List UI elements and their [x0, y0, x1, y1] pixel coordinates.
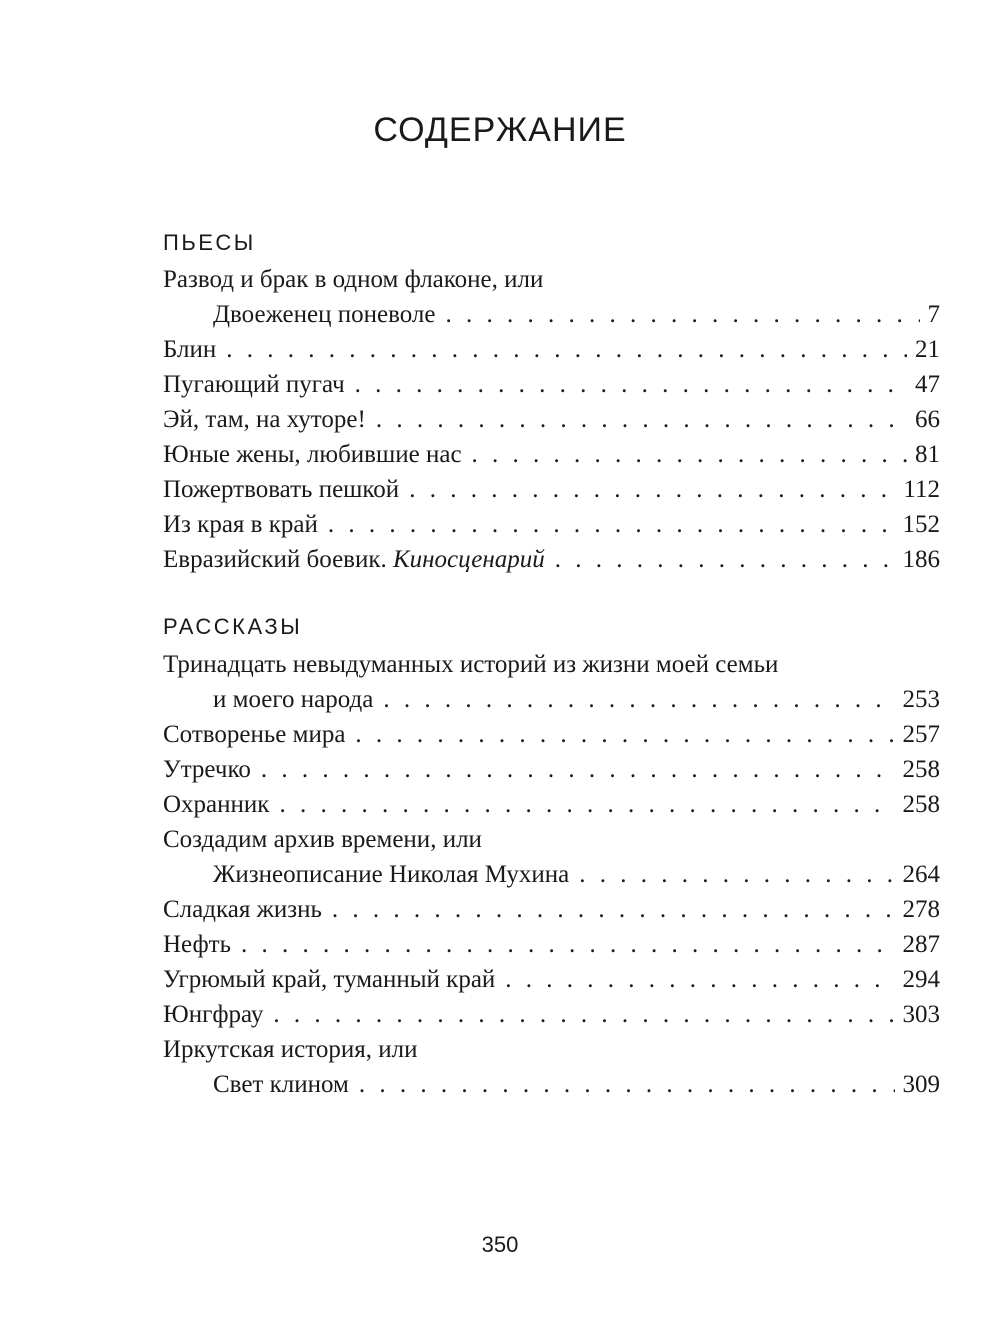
toc-entry-page: 264	[902, 861, 940, 888]
toc-entry[interactable]	[163, 367, 940, 402]
toc-entry-text: Свет клином	[213, 1071, 349, 1098]
toc-entry-page: 258	[902, 791, 940, 818]
dot-leader	[355, 367, 907, 402]
dot-leader	[505, 962, 894, 997]
toc-entry[interactable]	[163, 437, 940, 472]
dot-leader	[445, 297, 919, 332]
toc-entry-text: и моего народа	[213, 686, 374, 713]
toc-entry-text: Утречко	[163, 756, 251, 783]
toc-entry[interactable]	[163, 332, 940, 367]
page-title: СОДЕРЖАНИЕ	[373, 111, 627, 149]
dot-leader	[555, 542, 895, 577]
toc-entry-text: Жизнеописание Николая Мухина	[213, 861, 570, 888]
toc-entry-page: 303	[902, 1001, 940, 1028]
toc-entry-text: Из края в край	[163, 511, 318, 538]
toc-entry-first-line: Тринадцать невыдуманных историй из жизни моей семьи	[163, 651, 779, 678]
toc-entry-page: 253	[902, 686, 940, 713]
toc-entry-title	[163, 332, 216, 367]
toc-entry-title	[213, 682, 373, 717]
toc-entry-page: 309	[902, 1071, 940, 1098]
toc-entry[interactable]	[163, 717, 940, 752]
toc-entry-page: 47	[915, 371, 940, 398]
toc-entry-page: 258	[902, 756, 940, 783]
section-heading-plays: ПЬЕСЫ	[163, 230, 256, 255]
toc-entry-title	[163, 402, 366, 437]
toc-entry-title	[163, 787, 269, 822]
toc-entry[interactable]	[163, 402, 940, 437]
toc-entry[interactable]	[163, 787, 940, 822]
dot-leader	[355, 717, 894, 752]
toc-entry-text: Пугающий пугач	[163, 371, 345, 398]
dot-leader	[332, 892, 895, 927]
toc-entry-text: Сотворенье мира	[163, 721, 346, 748]
toc-entry-title	[163, 892, 322, 927]
toc-entry-text: Юнгфрау	[163, 1001, 264, 1028]
toc-entry-text: Охранник	[163, 791, 270, 818]
toc-entry-first-line: Развод и брак в одном флаконе, или	[163, 266, 544, 293]
toc-entry-page: 7	[927, 301, 940, 328]
page-number: 350	[481, 1232, 519, 1257]
dot-leader	[241, 927, 895, 962]
toc-entry-page: 287	[902, 931, 940, 958]
toc-entry-page: 81	[915, 441, 940, 468]
toc-entry-text: Сладкая жизнь	[163, 896, 322, 923]
toc-entry-page: 294	[902, 966, 940, 993]
toc-list-plays	[163, 262, 940, 577]
toc-entry[interactable]	[163, 927, 940, 962]
dot-leader	[383, 682, 894, 717]
toc-entry-title	[213, 297, 435, 332]
toc-entry-text: Евразийский боевик.	[163, 546, 387, 573]
toc-entry-title	[163, 752, 251, 787]
toc-entry-title	[213, 1067, 349, 1102]
dot-leader	[328, 507, 895, 542]
toc-entry[interactable]	[163, 857, 940, 892]
dot-leader	[261, 752, 895, 787]
toc-entry-title	[163, 437, 462, 472]
toc-entry-title	[163, 997, 263, 1032]
toc-entry-page: 21	[915, 336, 940, 363]
toc-entry[interactable]	[163, 682, 940, 717]
toc-entry[interactable]	[163, 1067, 940, 1102]
dot-leader	[376, 402, 907, 437]
toc-entry[interactable]	[163, 752, 940, 787]
toc-entry-subtitle: Киносценарий	[393, 546, 545, 573]
toc-entry[interactable]	[163, 542, 940, 577]
toc-entry-title	[163, 962, 495, 997]
toc-entry-text: Блин	[163, 336, 217, 363]
toc-entry-title	[163, 717, 345, 752]
toc-entry-page: 152	[902, 511, 940, 538]
toc-entry[interactable]	[163, 997, 940, 1032]
dot-leader	[579, 857, 894, 892]
toc-entry[interactable]	[163, 297, 940, 332]
toc-entry-first-line: Иркутская история, или	[163, 1036, 418, 1063]
toc-entry[interactable]	[163, 507, 940, 542]
toc-entry-text: Угрюмый край, туманный край	[163, 966, 496, 993]
toc-entry-title	[163, 367, 345, 402]
dot-leader	[409, 472, 895, 507]
toc-entry[interactable]	[163, 472, 940, 507]
toc-entry-text: Юные жены, любившие нас	[163, 441, 462, 468]
toc-entry-page: 257	[902, 721, 940, 748]
toc-entry-page: 186	[902, 546, 940, 573]
toc-entry-title	[213, 857, 569, 892]
dot-leader	[273, 997, 894, 1032]
dot-leader	[472, 437, 907, 472]
toc-entry-page: 278	[902, 896, 940, 923]
toc-entry-page: 66	[915, 406, 940, 433]
toc-entry-text: Пожертвовать пешкой	[163, 476, 400, 503]
toc-entry-first-line: Создадим архив времени, или	[163, 826, 482, 853]
toc-entry-title	[163, 472, 399, 507]
dot-leader	[226, 332, 907, 367]
toc-entry[interactable]	[163, 962, 940, 997]
toc-entry-page: 112	[903, 476, 940, 503]
toc-list-stories	[163, 647, 940, 1102]
toc-entry-text: Эй, там, на хуторе!	[163, 406, 366, 433]
toc-entry-text: Двоеженец поневоле	[213, 301, 436, 328]
toc-entry-title	[163, 927, 231, 962]
dot-leader	[359, 1067, 895, 1102]
dot-leader	[279, 787, 894, 822]
toc-entry-title	[163, 542, 545, 577]
toc-entry-title	[163, 507, 318, 542]
toc-entry[interactable]	[163, 892, 940, 927]
section-heading-stories: РАССКАЗЫ	[163, 614, 303, 639]
toc-entry-text: Нефть	[163, 931, 231, 958]
